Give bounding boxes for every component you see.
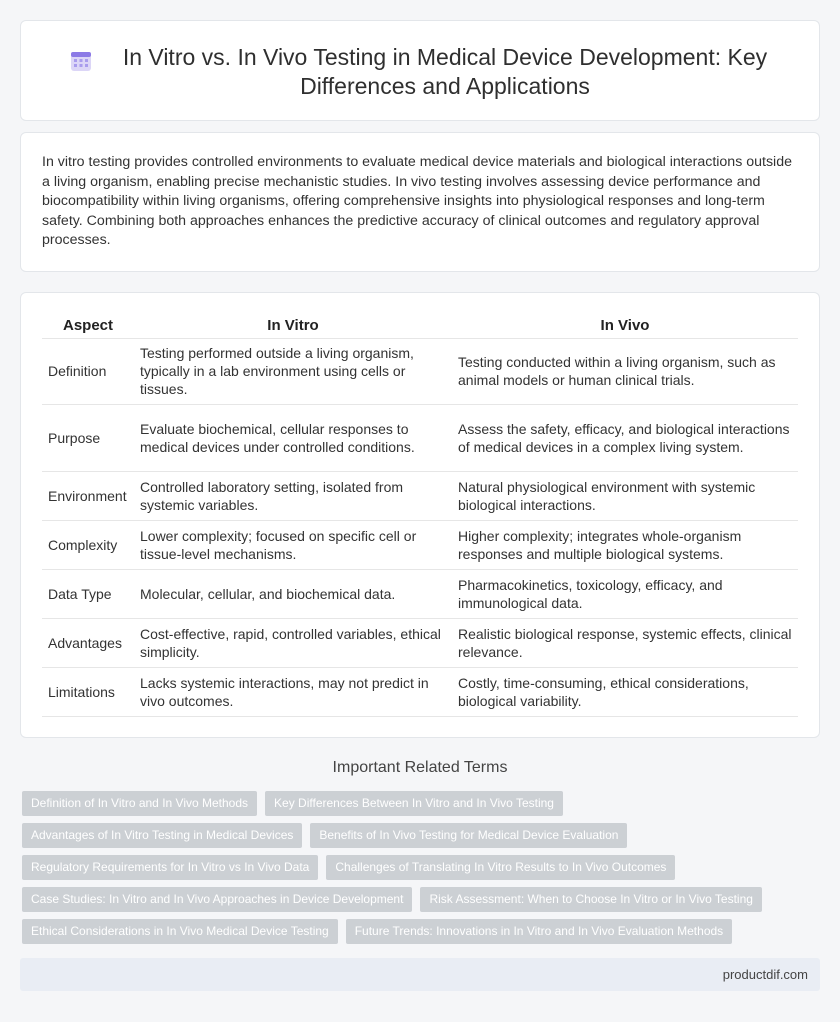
footer-site[interactable]: productdif.com: [722, 967, 808, 982]
table-row: [42, 569, 798, 618]
related-term-tag[interactable]: Regulatory Requirements for In Vitro vs In Vivo Data: [22, 855, 318, 880]
table-cell-in-vitro: Lower complexity; focused on specific cell or tissue-level mechanisms.: [134, 520, 452, 569]
intro-card: [20, 132, 820, 272]
table-row: [42, 667, 798, 716]
comparison-card: [20, 292, 820, 738]
table-cell-in-vivo: Realistic biological response, systemic effects, clinical relevance.: [452, 618, 798, 667]
table-cell-in-vitro: Cost-effective, rapid, controlled variables, ethical simplicity.: [134, 618, 452, 667]
table-cell-aspect: Environment: [42, 471, 134, 520]
related-term-tag[interactable]: Challenges of Translating In Vitro Results to In Vivo Outcomes: [326, 855, 675, 880]
header-in-vivo: In Vivo: [452, 314, 798, 338]
table-cell-in-vitro: Testing performed outside a living organism, typically in a lab environment using cells or tissues.: [134, 338, 452, 404]
comparison-table: [42, 314, 798, 717]
table-cell-aspect: Complexity: [42, 520, 134, 569]
table-cell-in-vivo: Testing conducted within a living organism, such as animal models or human clinical trials.: [452, 338, 798, 404]
tag-row: [22, 919, 732, 944]
tag-row: [22, 791, 563, 816]
header-card: [20, 20, 820, 121]
related-term-tag[interactable]: Future Trends: Innovations in In Vitro and In Vivo Evaluation Methods: [346, 919, 732, 944]
table-cell-aspect: Definition: [42, 338, 134, 404]
related-term-tag[interactable]: Ethical Considerations in In Vivo Medical Device Testing: [22, 919, 338, 944]
table-row: [42, 618, 798, 667]
table-cell-in-vivo: Natural physiological environment with systemic biological interactions.: [452, 471, 798, 520]
table-cell-in-vivo: Higher complexity; integrates whole-organism responses and multiple biological systems.: [452, 520, 798, 569]
table-row: [42, 404, 798, 471]
related-term-tag[interactable]: Case Studies: In Vitro and In Vivo Approaches in Device Development: [22, 887, 412, 912]
table-cell-aspect: Purpose: [42, 404, 134, 471]
related-term-tag[interactable]: Definition of In Vitro and In Vivo Methods: [22, 791, 257, 816]
header-aspect: Aspect: [42, 314, 134, 338]
table-header-row: [42, 314, 798, 338]
related-term-tag[interactable]: Benefits of In Vivo Testing for Medical Device Evaluation: [310, 823, 627, 848]
table-cell-in-vivo: Pharmacokinetics, toxicology, efficacy, and immunological data.: [452, 569, 798, 618]
related-term-tag[interactable]: Key Differences Between In Vitro and In Vivo Testing: [265, 791, 563, 816]
table-cell-in-vitro: Evaluate biochemical, cellular responses to medical devices under controlled conditions.: [134, 404, 452, 471]
table-row: [42, 471, 798, 520]
table-cell-in-vivo: Assess the safety, efficacy, and biological interactions of medical devices in a complex living system.: [452, 404, 798, 471]
footer: [20, 958, 820, 991]
tag-row: [22, 823, 627, 848]
related-term-tag[interactable]: Advantages of In Vitro Testing in Medical Devices: [22, 823, 302, 848]
table-row: [42, 338, 798, 404]
tag-row: [22, 855, 675, 880]
table-cell-in-vitro: Controlled laboratory setting, isolated from systemic variables.: [134, 471, 452, 520]
table-cell-in-vitro: Lacks systemic interactions, may not predict in vivo outcomes.: [134, 667, 452, 716]
table-cell-aspect: Data Type: [42, 569, 134, 618]
table-cell-aspect: Advantages: [42, 618, 134, 667]
table-cell-in-vivo: Costly, time-consuming, ethical considerations, biological variability.: [452, 667, 798, 716]
header-in-vitro: In Vitro: [134, 314, 452, 338]
intro-paragraph: In vitro testing provides controlled environments to evaluate medical device materials and biological interactions outside a living organism, enabling precise mechanistic studies. In vivo testing involves assessing device performance and biocompatibility within living organisms, offering comprehensive insights into physiological responses and long-term safety. Combining both approaches enhances the predictive accuracy of clinical outcomes and regulatory approval processes.: [42, 154, 792, 248]
table-cell-in-vitro: Molecular, cellular, and biochemical data.: [134, 569, 452, 618]
table-row: [42, 520, 798, 569]
table-cell-aspect: Limitations: [42, 667, 134, 716]
related-terms-title: Important Related Terms: [332, 759, 508, 776]
tag-row: [22, 887, 762, 912]
related-term-tag[interactable]: Risk Assessment: When to Choose In Vitro or In Vivo Testing: [420, 887, 762, 912]
page-title: In Vitro vs. In Vivo Testing in Medical Device Development: Key Differences and Applications: [122, 44, 768, 99]
